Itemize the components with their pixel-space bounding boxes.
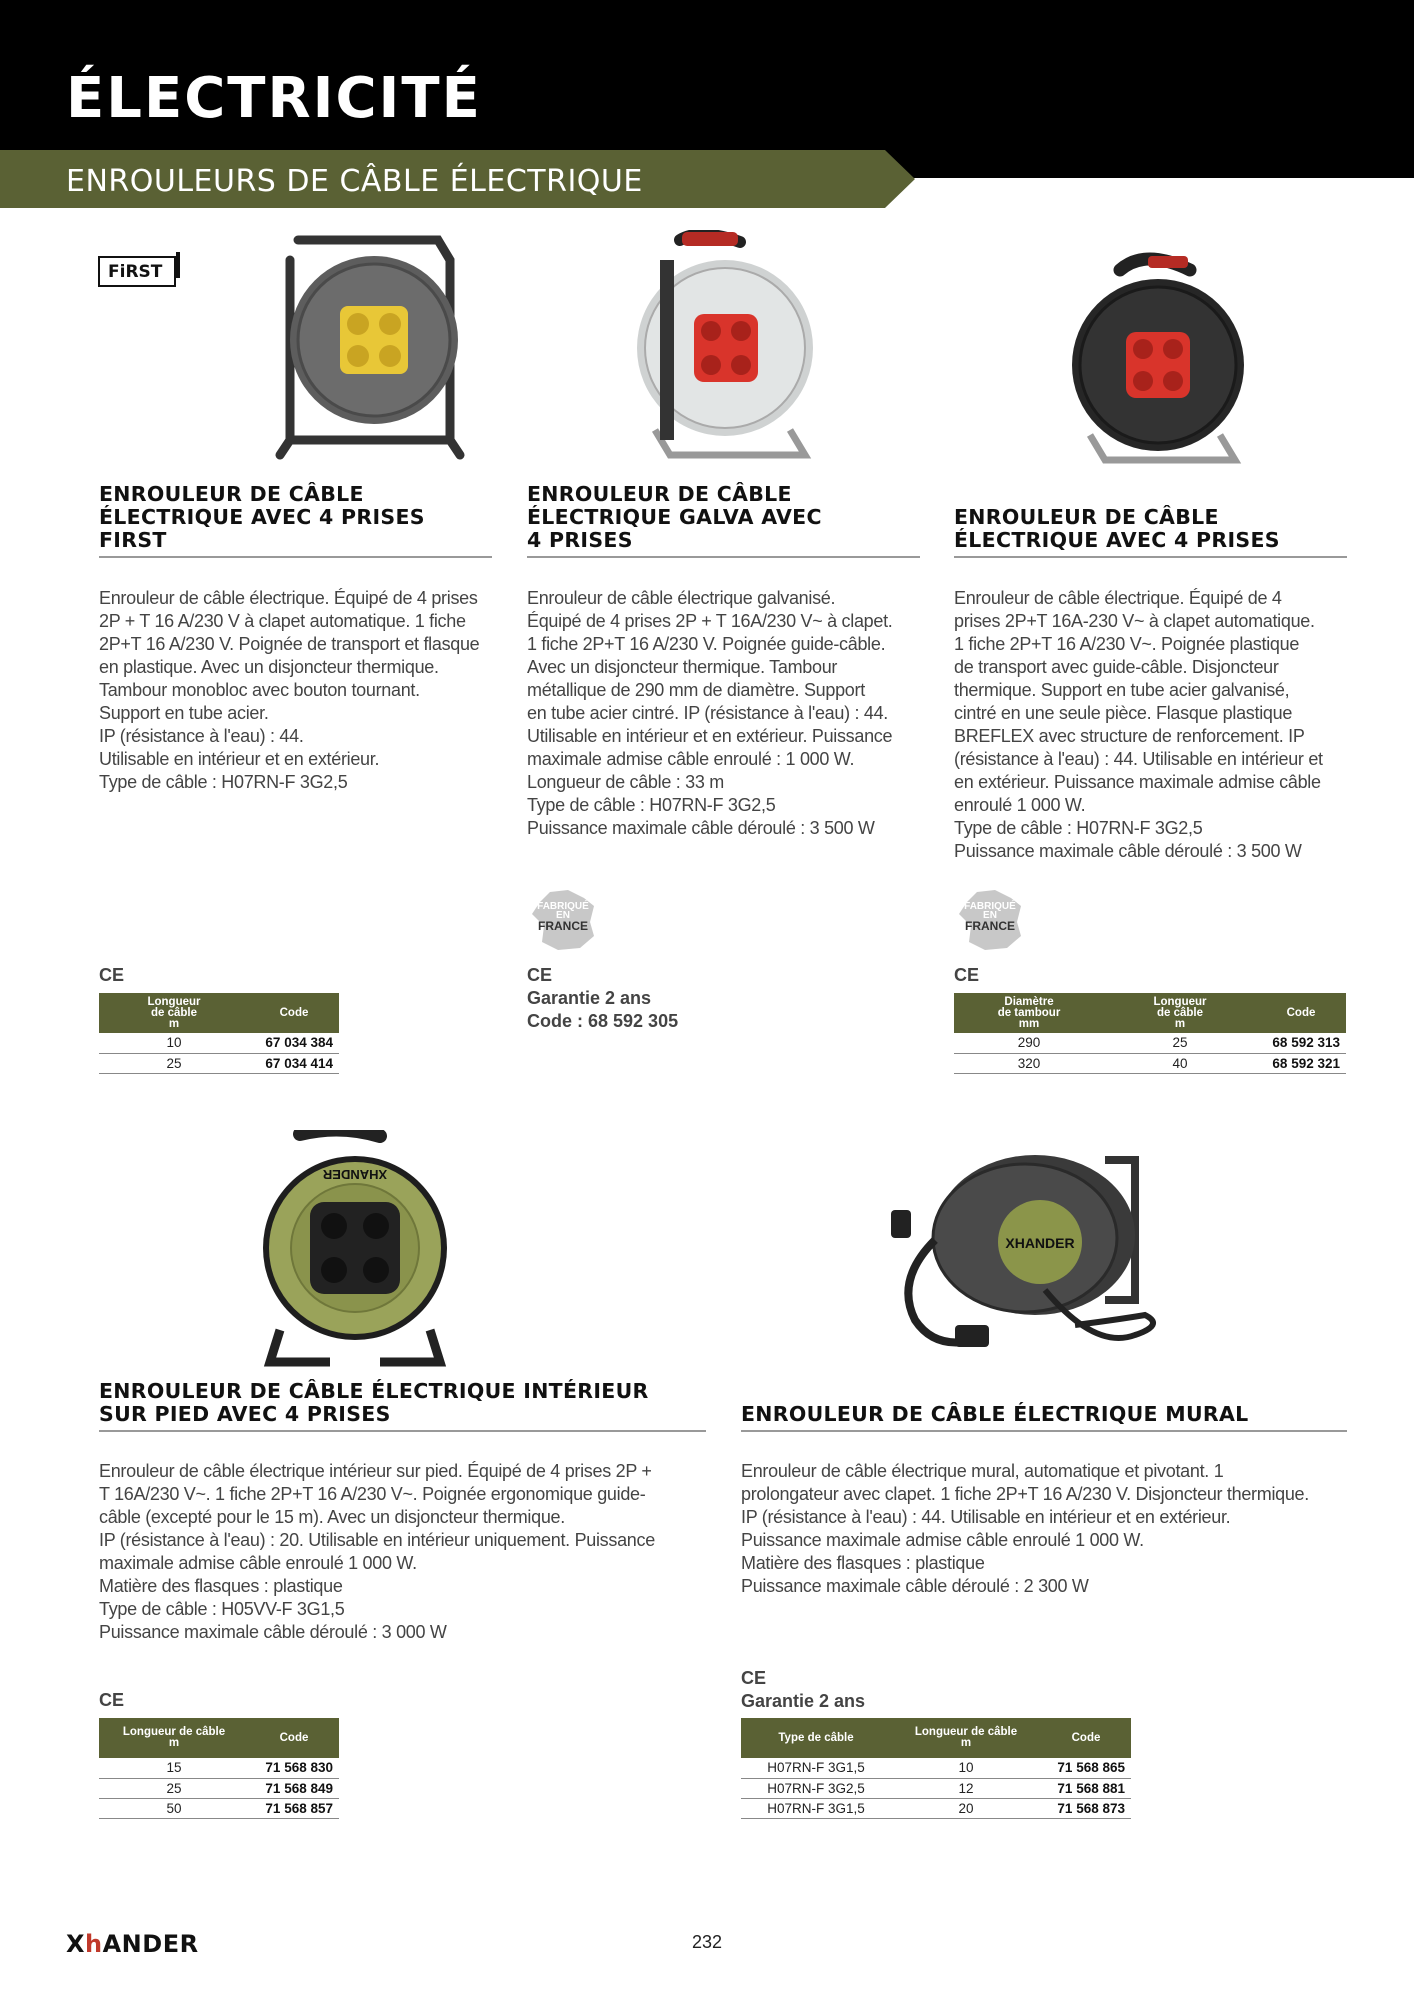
spec-table: [741, 1718, 1131, 1819]
table-row: [99, 1033, 339, 1053]
ce-mark: CE: [99, 965, 125, 985]
table-row: [954, 1053, 1346, 1073]
fabrique-line: FRANCE: [538, 919, 588, 933]
table-row: [99, 1053, 339, 1073]
product-title: [99, 1380, 706, 1432]
product-description: Enrouleur de câble électrique. Équipé de 4 prises 2P + T 16 A/230 V à clapet automatique. 1 fiche 2P+T 16 A/230 V. Poignée de transport et flasque en plastique. Avec un disjoncteur thermique. Tambour monobloc avec bouton tournant. Support en tube acier. IP (résistance à l'eau) : 44. Utilisable en intérieur et en extérieur. Type de câble : H07RN-F 3G2,5: [99, 588, 480, 792]
table-cell-code: 67 034 384: [249, 1033, 339, 1053]
table-cell: H07RN-F 3G1,5: [741, 1758, 891, 1778]
product-title: [99, 482, 492, 558]
product-image-first-reel: [270, 230, 470, 470]
product-title: [527, 482, 920, 558]
title-line: ENROULEUR DE CÂBLE: [527, 482, 792, 506]
table-cell-code: 71 568 849: [249, 1778, 339, 1798]
table-row: [741, 1758, 1131, 1778]
product-title: [954, 505, 1347, 558]
table-cell-code: 71 568 830: [249, 1758, 339, 1778]
page-number: 232: [691, 1932, 723, 1952]
table-header: Code: [1041, 1718, 1131, 1758]
table-row: [99, 1758, 339, 1778]
table-cell: 10: [891, 1758, 1041, 1778]
table-row: [99, 1798, 339, 1818]
table-header: Type de câble: [741, 1718, 891, 1758]
reel-brand-label: XHANDER: [322, 1167, 388, 1182]
spec-table: [99, 993, 339, 1074]
table-cell: H07RN-F 3G1,5: [741, 1798, 891, 1818]
table-row: [99, 1778, 339, 1798]
product-image-galva-reel: [630, 230, 820, 470]
product-description: Enrouleur de câble électrique mural, automatique et pivotant. 1 prolongateur avec clapet. 1 fiche 2P+T 16 A/230 V. Disjoncteur thermique. IP (résistance à l'eau) : 44. Utilisable en intérieur et en extérieur. Puissance maximale admise câble enroulé 1 000 W. Matière des flasques : plastique Puissance maximale câble déroulé : 2 300 W: [741, 1461, 1309, 1596]
table-cell: 25: [99, 1053, 249, 1073]
table-cell: 25: [99, 1778, 249, 1798]
page-title: ÉLECTRICITÉ: [66, 66, 482, 131]
table-header: Code: [249, 1718, 339, 1758]
ce-mark: CE: [954, 965, 980, 985]
table-cell-code: 71 568 865: [1041, 1758, 1131, 1778]
fabrique-line: FABRIQUÉ: [537, 901, 589, 912]
table-cell-code: 71 568 857: [249, 1798, 339, 1818]
product-description: Enrouleur de câble électrique intérieur sur pied. Équipé de 4 prises 2P + T 16A/230 V~. 1 fiche 2P+T 16 A/230 V~. Poignée ergonomique guide- câble (excepté pour le 15 m). Avec un disjoncteur thermique. IP (résistance à l'eau) : 20. Utilisable en intérieur uniquement. Puissance maximale admise câble enroulé 1 000 W. Matière des flasques : plastique Type de câble : H05VV-F 3G1,5 Puissance maximale câble déroulé : 3 000 W: [99, 1461, 655, 1642]
table-header: Longueur de câble m: [891, 1718, 1041, 1758]
spec-table: [954, 993, 1346, 1074]
table-cell: 320: [954, 1053, 1104, 1073]
table-header: Longueur de câble m: [1104, 993, 1256, 1033]
table-cell: 15: [99, 1758, 249, 1778]
first-brand-logo: FiRST: [98, 256, 176, 287]
table-cell: H07RN-F 3G2,5: [741, 1778, 891, 1798]
garantie: Garantie 2 ans: [527, 988, 652, 1008]
product-image-black-reel: [1060, 250, 1250, 475]
fabrique-line: EN: [556, 910, 570, 921]
title-line: ÉLECTRIQUE GALVA AVEC: [527, 505, 822, 529]
table-cell: 12: [891, 1778, 1041, 1798]
table-cell: 290: [954, 1033, 1104, 1053]
product-description: Enrouleur de câble électrique. Équipé de 4 prises 2P+T 16A-230 V~ à clapet automatique. 1 fiche 2P+T 16 A/230 V~. Poignée plastique de transport avec guide-câble. Disjoncteur thermique. Support en tube acier galvanisé, cintré en une seule pièce. Flasque plastique BREFLEX avec structure de renforcement. IP (résistance à l'eau) : 44. Utilisable en intérieur et en extérieur. Puissance maximale admise câble enroulé 1 000 W. Type de câble : H07RN-F 3G2,5 Puissance maximale câble déroulé : 3 500 W: [954, 588, 1323, 861]
title-line: 4 PRISES: [527, 528, 633, 552]
title-line: ENROULEUR DE CÂBLE: [99, 482, 364, 506]
table-row: [741, 1798, 1131, 1818]
fabrique-en-france-badge: [955, 888, 1025, 952]
fabrique-line: FRANCE: [965, 919, 1015, 933]
table-row: [741, 1778, 1131, 1798]
ce-mark: CE: [527, 965, 553, 985]
table-row: [954, 1033, 1346, 1053]
table-cell-code: 71 568 881: [1041, 1778, 1131, 1798]
table-cell-code: 67 034 414: [249, 1053, 339, 1073]
title-line: ENROULEUR DE CÂBLE ÉLECTRIQUE MURAL: [741, 1402, 1249, 1426]
brand-h: h: [85, 1930, 103, 1958]
title-line: SUR PIED AVEC 4 PRISES: [99, 1402, 391, 1426]
table-cell-code: 71 568 873: [1041, 1798, 1131, 1818]
brand-x: X: [66, 1930, 86, 1958]
brand-logo: [66, 1930, 199, 1958]
section-title: ENROULEURS DE CÂBLE ÉLECTRIQUE: [66, 164, 643, 199]
title-line: ÉLECTRIQUE AVEC 4 PRISES: [954, 528, 1280, 552]
garantie: Garantie 2 ans: [741, 1691, 866, 1711]
product-description: Enrouleur de câble électrique galvanisé. Équipé de 4 prises 2P + T 16A/230 V~ à clapet. 1 fiche 2P+T 16 A/230 V. Poignée guide-câble. Avec un disjoncteur thermique. Tambour métallique de 290 mm de diamètre. Support en tube acier cintré. IP (résistance à l'eau) : 44. Utilisable en intérieur et en extérieur. Puissance maximale admise câble enroulé : 1 000 W. Longueur de câble : 33 m Type de câble : H07RN-F 3G2,5 Puissance maximale câble déroulé : 3 500 W: [527, 588, 893, 838]
ce-mark: CE: [741, 1668, 767, 1688]
table-cell: 10: [99, 1033, 249, 1053]
table-header: Code: [1256, 993, 1346, 1033]
table-header: Longueur de câble m: [99, 993, 249, 1033]
title-line: ENROULEUR DE CÂBLE ÉLECTRIQUE INTÉRIEUR: [99, 1379, 649, 1403]
table-cell-code: 68 592 321: [1256, 1053, 1346, 1073]
title-line: ENROULEUR DE CÂBLE: [954, 505, 1219, 529]
title-line: FIRST: [99, 528, 167, 552]
fabrique-en-france-badge: [528, 888, 598, 952]
table-cell: 25: [1104, 1033, 1256, 1053]
table-header: Longueur de câble m: [99, 1718, 249, 1758]
reel-brand-label: XHANDER: [1005, 1235, 1075, 1251]
product-title: [741, 1404, 1347, 1432]
ce-mark: CE: [99, 1690, 125, 1710]
table-cell: 50: [99, 1798, 249, 1818]
product-image-green-reel: [260, 1130, 450, 1370]
fabrique-line: FABRIQUÉ: [964, 901, 1016, 912]
spec-table: [99, 1718, 339, 1819]
table-cell-code: 68 592 313: [1256, 1033, 1346, 1053]
product-image-wall-reel: [875, 1150, 1185, 1365]
table-header: Diamètre de tambour mm: [954, 993, 1104, 1033]
fabrique-line: EN: [983, 910, 997, 921]
brand-rest: ANDER: [102, 1930, 199, 1958]
product-code: Code : 68 592 305: [527, 1011, 679, 1031]
title-line: ÉLECTRIQUE AVEC 4 PRISES: [99, 505, 425, 529]
table-cell: 20: [891, 1798, 1041, 1818]
table-cell: 40: [1104, 1053, 1256, 1073]
table-header: Code: [249, 993, 339, 1033]
